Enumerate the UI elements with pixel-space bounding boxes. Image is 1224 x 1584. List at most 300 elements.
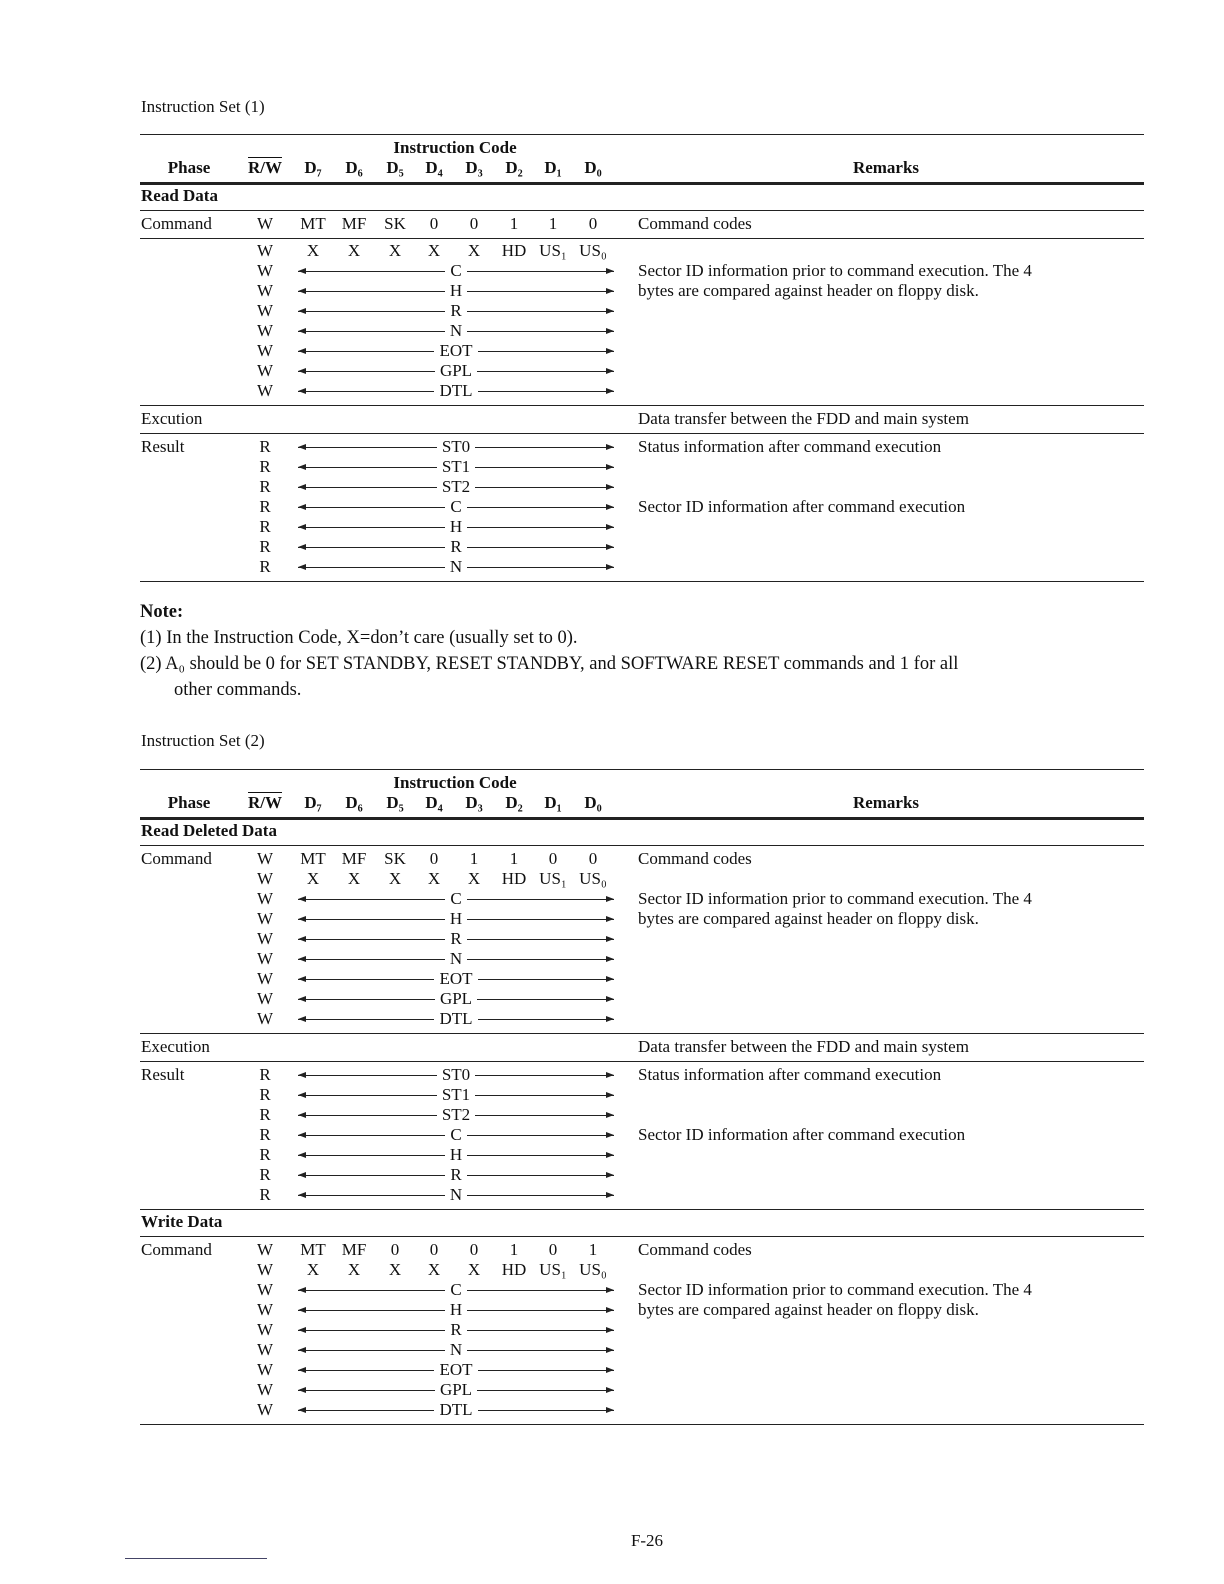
bit-value: MT: [300, 849, 326, 868]
right-arrow-icon: [478, 1019, 614, 1020]
left-arrow-icon: [298, 447, 437, 448]
header-rule-thick: [140, 817, 1144, 820]
field-name: GPL: [439, 1380, 473, 1399]
bit-value: X: [347, 241, 361, 260]
right-arrow-icon: [478, 391, 614, 392]
bit-value: US₁: [539, 1260, 567, 1279]
bit-header: D₄: [425, 158, 443, 177]
field-name: ST0: [441, 1065, 471, 1084]
instruction-code-header: Instruction Code: [393, 138, 517, 157]
remark-text: bytes are compared against header on floppy disk.: [638, 909, 979, 928]
rw-value: W: [256, 1280, 274, 1299]
remark-text: Status information after command execution: [638, 437, 942, 456]
field-name: N: [449, 321, 463, 340]
bit-value: X: [347, 869, 361, 888]
left-arrow-icon: [298, 1330, 445, 1331]
field-span-arrow: [298, 1065, 614, 1085]
right-arrow-icon: [477, 999, 614, 1000]
left-arrow-icon: [298, 1115, 437, 1116]
field-name: H: [449, 517, 463, 536]
field-name: N: [449, 1340, 463, 1359]
rw-value: R: [259, 497, 271, 516]
right-arrow-icon: [467, 959, 614, 960]
table-title: Instruction Set (2): [141, 731, 265, 750]
field-name: R: [450, 301, 462, 320]
field-name: C: [450, 497, 462, 516]
bit-value: X: [306, 241, 320, 260]
field-span-arrow: [298, 281, 614, 301]
bit-header: D₂: [505, 793, 523, 812]
field-name: ST1: [441, 457, 471, 476]
remark-text: Sector ID information after command execution: [638, 1125, 966, 1144]
field-span-arrow: [298, 1300, 614, 1320]
bit-value: 1: [588, 1240, 598, 1259]
bit-value: X: [427, 869, 441, 888]
table-rule: [140, 845, 1144, 846]
left-arrow-icon: [298, 351, 434, 352]
bit-value: X: [427, 241, 441, 260]
bit-value: X: [388, 869, 402, 888]
bit-value: HD: [501, 241, 527, 260]
field-span-arrow: [298, 517, 614, 537]
field-name: R: [450, 1320, 462, 1339]
left-arrow-icon: [298, 1310, 445, 1311]
section-title: Write Data: [141, 1212, 223, 1231]
bit-header: D₅: [386, 793, 404, 812]
bit-value: X: [388, 241, 402, 260]
rw-value: W: [256, 1240, 274, 1259]
remark-text: Status information after command execution: [638, 1065, 942, 1084]
phase-header: Phase: [167, 793, 211, 812]
rw-value: R: [259, 1085, 271, 1104]
rw-value: R: [259, 477, 271, 496]
left-arrow-icon: [298, 507, 445, 508]
left-arrow-icon: [298, 1290, 445, 1291]
field-span-arrow: [298, 1185, 614, 1205]
bit-value: X: [347, 1260, 361, 1279]
right-arrow-icon: [475, 1095, 614, 1096]
left-arrow-icon: [298, 1075, 437, 1076]
bit-value: X: [306, 1260, 320, 1279]
bit-value: 0: [588, 849, 598, 868]
left-arrow-icon: [298, 939, 445, 940]
rw-value: R: [259, 457, 271, 476]
bit-value: 0: [469, 1240, 479, 1259]
field-name: EOT: [439, 969, 473, 988]
rw-value: W: [256, 1340, 274, 1359]
field-span-arrow: [298, 1125, 614, 1145]
note-item: other commands.: [174, 680, 302, 700]
rw-value: W: [256, 1360, 274, 1379]
left-arrow-icon: [298, 1155, 445, 1156]
rw-value: W: [256, 241, 274, 260]
table-rule: [140, 238, 1144, 239]
left-arrow-icon: [298, 1390, 435, 1391]
rw-header: R/W: [248, 793, 282, 812]
left-arrow-icon: [298, 1175, 445, 1176]
bit-value: 0: [548, 1240, 558, 1259]
field-name: N: [449, 557, 463, 576]
field-name: H: [449, 909, 463, 928]
bit-header: D₂: [505, 158, 523, 177]
rw-value: W: [256, 869, 274, 888]
right-arrow-icon: [467, 919, 614, 920]
rw-value: W: [256, 301, 274, 320]
remark-text: Command codes: [638, 849, 752, 868]
table-rule: [140, 134, 1144, 135]
right-arrow-icon: [477, 371, 614, 372]
note-title: Note:: [140, 602, 184, 622]
right-arrow-icon: [467, 1155, 614, 1156]
bit-value: 1: [469, 849, 479, 868]
field-name: H: [449, 281, 463, 300]
left-arrow-icon: [298, 999, 435, 1000]
field-span-arrow: [298, 889, 614, 909]
bit-header: D₁: [544, 793, 562, 812]
field-span-arrow: [298, 1145, 614, 1165]
rw-value: W: [256, 929, 274, 948]
right-arrow-icon: [467, 1310, 614, 1311]
rw-value: W: [256, 321, 274, 340]
phase-name: Command: [141, 1240, 212, 1259]
bit-value: X: [427, 1260, 441, 1279]
phase-name: Result: [141, 1065, 185, 1084]
bit-value: US₁: [539, 241, 567, 260]
field-span-arrow: [298, 321, 614, 341]
left-arrow-icon: [298, 271, 445, 272]
bit-value: US₀: [579, 241, 607, 260]
field-name: EOT: [439, 341, 473, 360]
left-arrow-icon: [298, 1019, 434, 1020]
table-rule: [140, 1033, 1144, 1034]
rw-value: R: [259, 1165, 271, 1184]
bit-value: 1: [509, 1240, 519, 1259]
field-span-arrow: [298, 381, 614, 401]
bit-value: 0: [429, 214, 439, 233]
bit-value: 1: [509, 849, 519, 868]
left-arrow-icon: [298, 291, 445, 292]
right-arrow-icon: [467, 939, 614, 940]
bit-value: MF: [341, 849, 367, 868]
right-arrow-icon: [467, 1175, 614, 1176]
field-name: GPL: [439, 361, 473, 380]
section-title: Read Data: [141, 186, 218, 205]
remark-text: bytes are compared against header on floppy disk.: [638, 1300, 979, 1319]
field-span-arrow: [298, 1340, 614, 1360]
left-arrow-icon: [298, 1350, 445, 1351]
bit-value: 0: [429, 1240, 439, 1259]
rw-value: W: [256, 889, 274, 908]
field-name: GPL: [439, 989, 473, 1008]
left-arrow-icon: [298, 371, 435, 372]
field-span-arrow: [298, 929, 614, 949]
rw-value: W: [256, 849, 274, 868]
bit-header: D₆: [345, 158, 363, 177]
rw-value: W: [256, 989, 274, 1008]
left-arrow-icon: [298, 567, 445, 568]
right-arrow-icon: [467, 1195, 614, 1196]
field-span-arrow: [298, 1085, 614, 1105]
rw-value: R: [259, 1105, 271, 1124]
rw-value: W: [256, 1400, 274, 1419]
rw-value: R: [259, 1145, 271, 1164]
table-rule: [140, 1209, 1144, 1210]
right-arrow-icon: [467, 507, 614, 508]
left-arrow-icon: [298, 467, 437, 468]
bit-value: MT: [300, 1240, 326, 1259]
bit-value: X: [467, 1260, 481, 1279]
field-span-arrow: [298, 1105, 614, 1125]
phase-name: Command: [141, 849, 212, 868]
section-title: Read Deleted Data: [141, 821, 277, 840]
rw-value: W: [256, 949, 274, 968]
field-name: ST1: [441, 1085, 471, 1104]
bit-value: X: [467, 869, 481, 888]
right-arrow-icon: [478, 351, 614, 352]
bit-header: D₇: [304, 793, 322, 812]
table-rule: [140, 433, 1144, 434]
right-arrow-icon: [467, 1135, 614, 1136]
remark-text: Sector ID information after command execution: [638, 497, 966, 516]
field-span-arrow: [298, 457, 614, 477]
rw-value: W: [256, 281, 274, 300]
right-arrow-icon: [475, 447, 614, 448]
phase-name: Result: [141, 437, 185, 456]
rw-value: R: [259, 1065, 271, 1084]
field-name: R: [450, 929, 462, 948]
rw-value: R: [259, 517, 271, 536]
field-span-arrow: [298, 477, 614, 497]
right-arrow-icon: [467, 567, 614, 568]
bit-header: D₃: [465, 793, 483, 812]
field-name: R: [450, 537, 462, 556]
field-span-arrow: [298, 1380, 614, 1400]
remark-text: Sector ID information prior to command execution. The 4: [638, 889, 1032, 908]
remarks-header: Remarks: [852, 158, 920, 177]
table-rule: [140, 1061, 1144, 1062]
bit-value: MT: [300, 214, 326, 233]
left-arrow-icon: [298, 959, 445, 960]
note-item: (1) In the Instruction Code, X=don’t care (usually set to 0).: [140, 628, 578, 648]
right-arrow-icon: [467, 527, 614, 528]
rw-value: R: [259, 1125, 271, 1144]
field-span-arrow: [298, 1320, 614, 1340]
table-rule: [140, 581, 1144, 582]
remarks-header: Remarks: [852, 793, 920, 812]
remark-text: Data transfer between the FDD and main system: [638, 409, 969, 428]
rw-value: W: [256, 341, 274, 360]
bit-value: US₁: [539, 869, 567, 888]
bit-value: US₀: [579, 1260, 607, 1279]
bit-header: D₃: [465, 158, 483, 177]
right-arrow-icon: [477, 1390, 614, 1391]
phase-name: Command: [141, 214, 212, 233]
bit-value: 1: [509, 214, 519, 233]
bit-value: X: [467, 241, 481, 260]
rw-value: R: [259, 557, 271, 576]
bit-value: HD: [501, 869, 527, 888]
rw-value: W: [256, 909, 274, 928]
rw-value: W: [256, 381, 274, 400]
field-span-arrow: [298, 1400, 614, 1420]
field-name: H: [449, 1300, 463, 1319]
left-arrow-icon: [298, 1135, 445, 1136]
table-title: Instruction Set (1): [141, 97, 265, 116]
field-span-arrow: [298, 341, 614, 361]
rw-value: W: [256, 1300, 274, 1319]
right-arrow-icon: [467, 271, 614, 272]
right-arrow-icon: [467, 899, 614, 900]
right-arrow-icon: [475, 1115, 614, 1116]
field-name: ST0: [441, 437, 471, 456]
instruction-code-header: Instruction Code: [393, 773, 517, 792]
left-arrow-icon: [298, 331, 445, 332]
left-arrow-icon: [298, 547, 445, 548]
bit-value: X: [388, 1260, 402, 1279]
phase-header: Phase: [167, 158, 211, 177]
field-span-arrow: [298, 1360, 614, 1380]
right-arrow-icon: [467, 547, 614, 548]
rw-value: R: [259, 437, 271, 456]
right-arrow-icon: [475, 467, 614, 468]
table-rule: [140, 210, 1144, 211]
bit-value: 0: [429, 849, 439, 868]
bit-value: MF: [341, 1240, 367, 1259]
field-name: EOT: [439, 1360, 473, 1379]
right-arrow-icon: [467, 311, 614, 312]
field-span-arrow: [298, 1280, 614, 1300]
field-name: C: [450, 1280, 462, 1299]
left-arrow-icon: [298, 899, 445, 900]
right-arrow-icon: [467, 291, 614, 292]
bit-value: SK: [384, 849, 406, 868]
field-name: H: [449, 1145, 463, 1164]
left-arrow-icon: [298, 311, 445, 312]
rw-value: W: [256, 1009, 274, 1028]
field-span-arrow: [298, 437, 614, 457]
bit-value: US₀: [579, 869, 607, 888]
left-arrow-icon: [298, 1095, 437, 1096]
right-arrow-icon: [478, 979, 614, 980]
bit-value: 0: [469, 214, 479, 233]
note-item: (2) A₀ should be 0 for SET STANDBY, RESET STANDBY, and SOFTWARE RESET commands and 1 for all: [140, 654, 959, 674]
field-span-arrow: [298, 557, 614, 577]
field-name: R: [450, 1165, 462, 1184]
field-span-arrow: [298, 1165, 614, 1185]
left-arrow-icon: [298, 1370, 434, 1371]
field-name: ST2: [441, 1105, 471, 1124]
bit-header: D₀: [584, 793, 602, 812]
phase-name: Excution: [141, 409, 203, 428]
bit-header: D₅: [386, 158, 404, 177]
remark-text: Sector ID information prior to command execution. The 4: [638, 1280, 1032, 1299]
field-name: C: [450, 261, 462, 280]
left-arrow-icon: [298, 979, 434, 980]
field-span-arrow: [298, 989, 614, 1009]
rw-value: W: [256, 1380, 274, 1399]
rw-value: R: [259, 537, 271, 556]
bit-value: SK: [384, 214, 406, 233]
remark-text: Data transfer between the FDD and main system: [638, 1037, 969, 1056]
remark-text: Command codes: [638, 214, 752, 233]
right-arrow-icon: [475, 1075, 614, 1076]
left-arrow-icon: [298, 1410, 434, 1411]
left-arrow-icon: [298, 527, 445, 528]
field-name: N: [449, 1185, 463, 1204]
field-name: N: [449, 949, 463, 968]
bit-value: MF: [341, 214, 367, 233]
field-span-arrow: [298, 301, 614, 321]
header-rule-thick: [140, 182, 1144, 185]
field-name: ST2: [441, 477, 471, 496]
right-arrow-icon: [467, 1330, 614, 1331]
rw-value: W: [256, 261, 274, 280]
field-span-arrow: [298, 1009, 614, 1029]
phase-name: Execution: [141, 1037, 210, 1056]
remark-text: Command codes: [638, 1240, 752, 1259]
bit-value: 0: [588, 214, 598, 233]
table-rule: [140, 405, 1144, 406]
right-arrow-icon: [467, 1290, 614, 1291]
remark-text: Sector ID information prior to command execution. The 4: [638, 261, 1032, 280]
table-rule: [140, 1236, 1144, 1237]
field-name: DTL: [439, 1400, 473, 1419]
right-arrow-icon: [478, 1370, 614, 1371]
rw-header: R/W: [248, 158, 282, 177]
field-span-arrow: [298, 909, 614, 929]
field-name: C: [450, 889, 462, 908]
left-arrow-icon: [298, 1195, 445, 1196]
bit-value: 1: [548, 214, 558, 233]
rw-value: W: [256, 214, 274, 233]
bit-header: D₄: [425, 793, 443, 812]
field-span-arrow: [298, 949, 614, 969]
field-span-arrow: [298, 497, 614, 517]
table-rule: [140, 1424, 1144, 1425]
left-arrow-icon: [298, 391, 434, 392]
rw-value: W: [256, 361, 274, 380]
field-name: C: [450, 1125, 462, 1144]
bit-header: D₆: [345, 793, 363, 812]
field-span-arrow: [298, 537, 614, 557]
rw-value: W: [256, 1320, 274, 1339]
field-span-arrow: [298, 969, 614, 989]
right-arrow-icon: [467, 331, 614, 332]
right-arrow-icon: [478, 1410, 614, 1411]
page-number: F-26: [630, 1531, 664, 1550]
bit-header: D₀: [584, 158, 602, 177]
left-arrow-icon: [298, 487, 437, 488]
remark-text: bytes are compared against header on floppy disk.: [638, 281, 979, 300]
field-span-arrow: [298, 361, 614, 381]
rw-value: W: [256, 1260, 274, 1279]
field-name: DTL: [439, 1009, 473, 1028]
right-arrow-icon: [475, 487, 614, 488]
bit-value: HD: [501, 1260, 527, 1279]
left-arrow-icon: [298, 919, 445, 920]
field-name: DTL: [439, 381, 473, 400]
bit-header: D₇: [304, 158, 322, 177]
bit-value: 0: [548, 849, 558, 868]
bit-value: X: [306, 869, 320, 888]
footer-line: [125, 1558, 267, 1559]
right-arrow-icon: [467, 1350, 614, 1351]
bit-header: D₁: [544, 158, 562, 177]
field-span-arrow: [298, 261, 614, 281]
rw-value: R: [259, 1185, 271, 1204]
rw-value: W: [256, 969, 274, 988]
bit-value: 0: [390, 1240, 400, 1259]
